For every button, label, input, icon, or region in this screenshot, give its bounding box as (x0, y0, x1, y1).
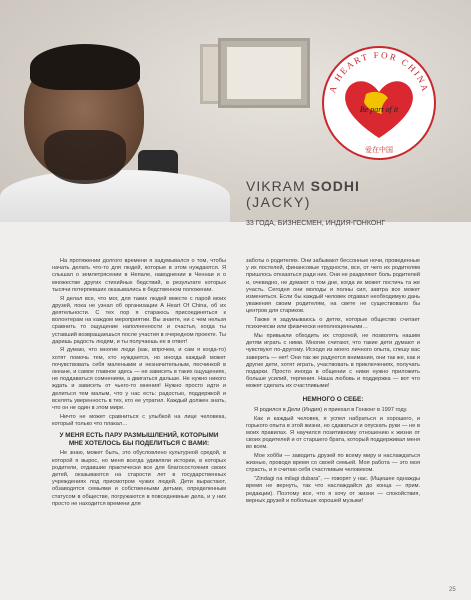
paragraph: Я думаю, что многие люди (как, впрочем, и сам я когда-то) хотят помочь тем, кто нуждается, но иногда каждый может почувствовать себя маленьким и незначительным, песчинкой в океане, и самое главное здесь — не зависеть в таких ощущениях, не поддаваться сомнениям, а двигаться дальше. Не нужно никого ждать и зависеть от чьего-то мнения! Нужно просто идти и делиться тем малым, что у нас есть: радостью, поддержкой и вселять уверенность в тех, кто ее утратил. Каждый должен знать, что он не один в этом мире. (52, 347, 226, 412)
paragraph: Ничто не может сравниться с улыбкой на лице человека, который только что плакал… (52, 413, 226, 427)
paragraph: Я родился в Дели (Индия) и приехал в Гонконг в 1997 году. (254, 406, 408, 413)
paragraph: "Zindagi na milagi dubara", — говорят у нас. (Ищешее однажды время не вернуть, так что наслаждайся до конца — прим. редакции). Поэтому все, что я хочу от жизни — спокойствия, верных друзей и побольше хорошей музыки! (246, 476, 420, 504)
person-beard (44, 130, 126, 184)
paragraph: На протяжении долгого времени я задумывался о том, чтобы начать делать что-то для людей, которые в этом нуждаются. Я слышал о землетрясении в Непале, наводнении в Ченнаи и о множестве других стихийных бедствий, в результате которых тысячи потерпевших оказывались в бедственном положении. (52, 258, 226, 293)
person-nickname: (JACKY) (246, 194, 311, 210)
first-name: VIKRAM (246, 178, 311, 194)
wall-certificate (218, 38, 310, 108)
article-right-column (246, 258, 420, 507)
logo-ring-text: A HEART FOR CHINA (327, 49, 431, 95)
logo-bottom-text: 爱在中国 (365, 146, 393, 154)
person-hair (30, 44, 140, 90)
page-number: 25 (449, 587, 456, 593)
paragraph: Я делал все, что мог, для таких людей вместе с парой моих друзей, пока не узнал об организации A Heart Of China, об их деятельности. С тех пор я стараюсь присоединяться к волонтерам на каждом мероприятии. Вы знаете, ни с чем нельзя сравнить то ощущение наполненности и счастья, когда ты уставший возвращаешься после участия в очередном проекте. Ты даришь радость людям, и ты получаешь ее в ответ! (52, 295, 226, 345)
person-tagline: 33 ГОДА, БИЗНЕСМЕН, ИНДИЯ-ГОНКОНГ (246, 220, 386, 227)
last-name: SODHI (310, 178, 360, 194)
paragraph: Как и каждый человек, я успел набраться и хорошего, и горького опыта в этой жизни, но сдаваться и опускать руки — не в моих правилах. Я научился позитивному отношению к жизни от своих родителей и от старшего брата, который поддерживал меня во всем. (246, 415, 420, 451)
paragraph: Мы привыкли обходить их стороной, не позволять нашим детям играть с ними. Многие считают, что такие дети думают и чувствуют по-другому. Исходя из моего личного опыта, спешу вас заверить — нет! Они так же радуются внимания, они так же, как и другие дети, хотят играть, участвовать в приключениях, получать подарки. Просто иногда в общении с ними нужно приложить больше усилий, терпения. Наша любовь и поддержка — вот что может сделать их счастливыми! (246, 333, 420, 390)
paragraph: Мое хобби — заводить друзей по всему миру и наслаждаться жизнью, проводя время со своей семьей. Моя работа — это моя страсть, и я считаю себя счастливым человеком. (246, 453, 420, 474)
section-heading: НЕМНОГО О СЕБЕ: (302, 395, 364, 403)
heart-for-china-logo (318, 42, 440, 164)
paragraph: Также я задумываюсь о детях, которые общество считает психически или физически неполноценными… (246, 317, 420, 331)
paragraph: заботы о родителях. Они забывают бессонные ночи, проведенные у их постелей, финансовые трудности, все, от чего их родителям пришлось отказаться ради них. Они не разделяют боль родителей и, очевидно, не думают о том дне, когда их может постичь та же участь. Сегодня они молоды и полны сил, завтра все может измениться. Если бы каждый человек отдавал необходимую дань уважения своим родителям, на свете не существовало бы центров для стариков. (246, 258, 420, 315)
section-heading: У МЕНЯ ЕСТЬ ПАРУ РАЗМЫШЛЕНИЙ, КОТОРЫМИ МНЕ ХОТЕЛОСЬ БЫ ПОДЕЛИТЬСЯ С ВАМИ: (59, 432, 219, 447)
logo-heart-text: Be part of it (359, 105, 399, 114)
article-left-column (52, 258, 226, 509)
paragraph: Не знаю, может быть, это обусловлено культурной средой, в которой я вырос, но меня всегда удивляли истории, в которых родители, отдавшие практически все для благосостояния своих детей, оказываются на старости лет в государственных учреждениях под присмотром чужих людей. Дети вырастают, обзаводятся семьями и собственными детьми, определенным статусом в обществе, погружаются в повседневные дела, и у них просто не находится времени для (52, 450, 226, 507)
person-shirt (0, 170, 230, 222)
person-name (246, 178, 360, 194)
